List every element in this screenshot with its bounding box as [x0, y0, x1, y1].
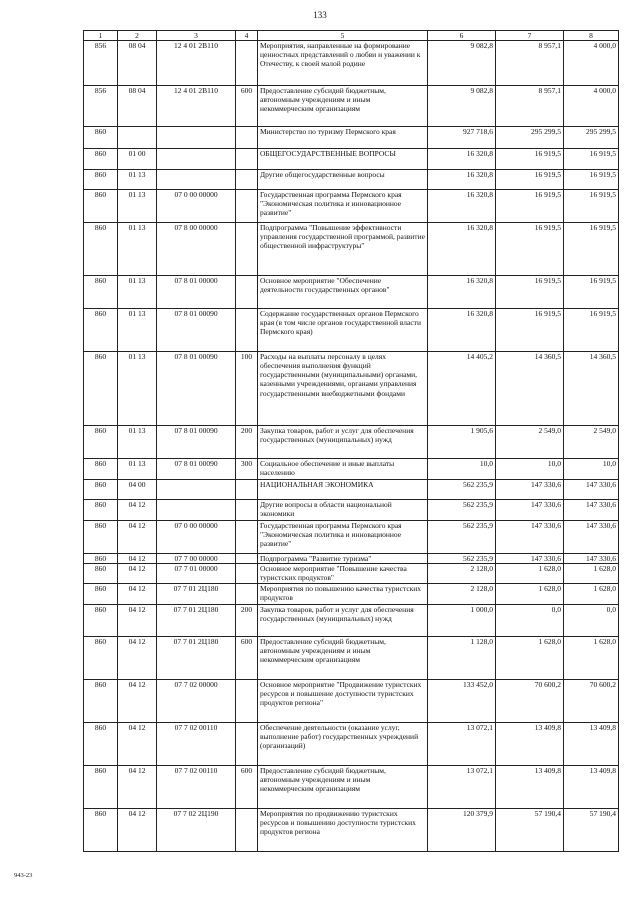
amount-cell: 1 000,0	[428, 605, 496, 637]
amount-cell: 295 299,5	[564, 127, 619, 149]
expense-type-cell	[236, 190, 258, 223]
expense-type-cell	[236, 500, 258, 521]
amount-cell: 2 128,0	[428, 584, 496, 605]
header-cell: 5	[258, 31, 428, 41]
target-item-cell: 07 7 02 00110	[157, 723, 236, 766]
amount-cell: 147 330,6	[496, 500, 564, 521]
target-item-cell: 07 8 00 00000	[157, 223, 236, 276]
target-item-cell	[157, 170, 236, 190]
name-cell: Министерство по туризму Пермского края	[258, 127, 428, 149]
name-cell: Государственная программа Пермского края "Экономическая политика и инновационное развитие"	[258, 190, 428, 223]
name-cell: Основное мероприятие "Продвижение туристских ресурсов и повышение доступности туристских продуктов региона"	[258, 680, 428, 723]
section-code-cell: 04 12	[118, 500, 157, 521]
table-row	[84, 352, 619, 426]
name-cell: ОБЩЕГОСУДАРСТВЕННЫЕ ВОПРОСЫ	[258, 149, 428, 170]
section-code-cell: 01 13	[118, 276, 157, 309]
amount-cell: 57 190,4	[496, 809, 564, 852]
target-item-cell	[157, 500, 236, 521]
amount-cell: 16 320,8	[428, 170, 496, 190]
table-row	[84, 605, 619, 637]
admin-code-cell: 856	[84, 41, 118, 86]
table-body	[84, 41, 619, 852]
amount-cell: 16 320,8	[428, 309, 496, 352]
target-item-cell: 07 8 01 00090	[157, 352, 236, 426]
expense-type-cell	[236, 309, 258, 352]
amount-cell: 147 330,6	[496, 480, 564, 500]
amount-cell: 13 409,8	[564, 723, 619, 766]
table-row	[84, 564, 619, 584]
amount-cell: 120 379,9	[428, 809, 496, 852]
table-row	[84, 723, 619, 766]
table-row	[84, 41, 619, 86]
target-item-cell: 07 7 02 00110	[157, 766, 236, 809]
admin-code-cell: 860	[84, 521, 118, 554]
name-cell: Основное мероприятие "Повышение качества туристских продуктов"	[258, 564, 428, 584]
target-item-cell: 07 0 00 00000	[157, 521, 236, 554]
section-code-cell: 01 13	[118, 223, 157, 276]
target-item-cell: 07 7 01 00000	[157, 564, 236, 584]
table-row	[84, 309, 619, 352]
amount-cell: 1 905,6	[428, 426, 496, 459]
target-item-cell: 07 7 00 00000	[157, 554, 236, 564]
name-cell: Закупка товаров, работ и услуг для обеспечения государственных (муниципальных) нужд	[258, 605, 428, 637]
amount-cell: 16 919,5	[496, 190, 564, 223]
expense-type-cell: 200	[236, 605, 258, 637]
section-code-cell: 04 12	[118, 584, 157, 605]
amount-cell: 70 600,2	[564, 680, 619, 723]
amount-cell: 147 330,6	[564, 480, 619, 500]
page-number: 133	[313, 10, 327, 20]
target-item-cell	[157, 480, 236, 500]
section-code-cell: 01 13	[118, 352, 157, 426]
admin-code-cell: 860	[84, 127, 118, 149]
amount-cell: 9 082,8	[428, 86, 496, 127]
amount-cell: 2 549,0	[496, 426, 564, 459]
amount-cell: 16 919,5	[496, 170, 564, 190]
admin-code-cell: 860	[84, 723, 118, 766]
section-code-cell: 04 12	[118, 564, 157, 584]
amount-cell: 147 330,6	[564, 554, 619, 564]
expense-type-cell	[236, 723, 258, 766]
table-row	[84, 459, 619, 480]
admin-code-cell: 860	[84, 584, 118, 605]
amount-cell: 16 919,5	[564, 190, 619, 223]
admin-code-cell: 860	[84, 170, 118, 190]
amount-cell: 14 405,2	[428, 352, 496, 426]
admin-code-cell: 860	[84, 149, 118, 170]
expense-type-cell	[236, 276, 258, 309]
admin-code-cell: 860	[84, 500, 118, 521]
name-cell: Другие общегосударственные вопросы	[258, 170, 428, 190]
target-item-cell: 12 4 01 2В110	[157, 86, 236, 127]
table-row	[84, 637, 619, 680]
admin-code-cell: 860	[84, 605, 118, 637]
expense-type-cell: 200	[236, 426, 258, 459]
amount-cell: 2 128,0	[428, 564, 496, 584]
amount-cell: 16 919,5	[496, 309, 564, 352]
expense-type-cell	[236, 554, 258, 564]
budget-table	[83, 30, 619, 852]
name-cell: Предоставление субсидий бюджетным, автономным учреждениям и иным некоммерческим организациям	[258, 766, 428, 809]
amount-cell: 1 628,0	[564, 564, 619, 584]
section-code-cell	[118, 127, 157, 149]
table-row	[84, 170, 619, 190]
target-item-cell: 07 8 01 00090	[157, 309, 236, 352]
table-row	[84, 521, 619, 554]
admin-code-cell: 860	[84, 223, 118, 276]
admin-code-cell: 860	[84, 426, 118, 459]
section-code-cell: 04 12	[118, 809, 157, 852]
section-code-cell: 04 12	[118, 680, 157, 723]
amount-cell: 1 628,0	[496, 584, 564, 605]
target-item-cell: 12 4 01 2В110	[157, 41, 236, 86]
amount-cell: 16 919,5	[564, 309, 619, 352]
target-item-cell: 07 8 01 00000	[157, 276, 236, 309]
amount-cell: 14 360,5	[564, 352, 619, 426]
name-cell: Мероприятия, направленные на формирование ценностных представлений о любви и уважении к Отечеству, к своей малой родине	[258, 41, 428, 86]
section-code-cell: 04 00	[118, 480, 157, 500]
amount-cell: 10,0	[496, 459, 564, 480]
amount-cell: 147 330,6	[564, 500, 619, 521]
target-item-cell: 07 0 00 00000	[157, 190, 236, 223]
table-row	[84, 86, 619, 127]
section-code-cell: 04 12	[118, 554, 157, 564]
name-cell: Подпрограмма "Повышение эффективности управления государственной программой, развитие общественной инфраструктуры"	[258, 223, 428, 276]
table-row	[84, 500, 619, 521]
amount-cell: 8 957,1	[496, 86, 564, 127]
footer-code: 943-23	[14, 872, 33, 879]
admin-code-cell: 860	[84, 480, 118, 500]
amount-cell: 0,0	[564, 605, 619, 637]
amount-cell: 16 320,8	[428, 149, 496, 170]
expense-type-cell	[236, 170, 258, 190]
admin-code-cell: 860	[84, 459, 118, 480]
expense-type-cell: 600	[236, 86, 258, 127]
section-code-cell: 04 12	[118, 521, 157, 554]
table-row	[84, 223, 619, 276]
table-row	[84, 190, 619, 223]
expense-type-cell	[236, 809, 258, 852]
expense-type-cell	[236, 149, 258, 170]
admin-code-cell: 860	[84, 766, 118, 809]
header-cell: 4	[236, 31, 258, 41]
amount-cell: 16 320,8	[428, 276, 496, 309]
admin-code-cell: 860	[84, 680, 118, 723]
amount-cell: 16 919,5	[564, 170, 619, 190]
admin-code-cell: 860	[84, 190, 118, 223]
name-cell: Обеспечение деятельности (оказание услуг, выполнение работ) государственных учреждений (организаций)	[258, 723, 428, 766]
amount-cell: 16 919,5	[496, 149, 564, 170]
amount-cell: 562 235,9	[428, 500, 496, 521]
amount-cell: 16 919,5	[564, 276, 619, 309]
section-code-cell: 08 04	[118, 86, 157, 127]
header-cell: 3	[157, 31, 236, 41]
name-cell: НАЦИОНАЛЬНАЯ ЭКОНОМИКА	[258, 480, 428, 500]
amount-cell: 57 190,4	[564, 809, 619, 852]
amount-cell: 4 000,0	[564, 41, 619, 86]
amount-cell: 562 235,9	[428, 554, 496, 564]
amount-cell: 13 072,1	[428, 766, 496, 809]
section-code-cell: 04 12	[118, 766, 157, 809]
table-row	[84, 426, 619, 459]
amount-cell: 13 409,8	[564, 766, 619, 809]
expense-type-cell: 600	[236, 637, 258, 680]
amount-cell: 147 330,6	[496, 554, 564, 564]
table-row	[84, 276, 619, 309]
expense-type-cell: 100	[236, 352, 258, 426]
amount-cell: 147 330,6	[564, 521, 619, 554]
name-cell: Мероприятия по повышению качества туристских продуктов	[258, 584, 428, 605]
name-cell: Основное мероприятие "Обеспечение деятельности государственных органов"	[258, 276, 428, 309]
table-row	[84, 149, 619, 170]
amount-cell: 927 718,6	[428, 127, 496, 149]
amount-cell: 1 628,0	[564, 637, 619, 680]
amount-cell: 8 957,1	[496, 41, 564, 86]
amount-cell: 13 409,8	[496, 723, 564, 766]
section-code-cell: 01 13	[118, 170, 157, 190]
name-cell: Подпрограмма "Развитие туризма"	[258, 554, 428, 564]
admin-code-cell: 860	[84, 809, 118, 852]
expense-type-cell	[236, 564, 258, 584]
amount-cell: 16 919,5	[496, 223, 564, 276]
amount-cell: 10,0	[428, 459, 496, 480]
expense-type-cell	[236, 584, 258, 605]
target-item-cell: 07 7 02 2Ц190	[157, 809, 236, 852]
expense-type-cell	[236, 41, 258, 86]
amount-cell: 16 919,5	[496, 276, 564, 309]
name-cell: Содержание государственных органов Пермского края (в том числе органов государственной власти Пермского края)	[258, 309, 428, 352]
name-cell: Предоставление субсидий бюджетным, автономным учреждениям и иным некоммерческим организациям	[258, 86, 428, 127]
target-item-cell	[157, 149, 236, 170]
section-code-cell: 01 13	[118, 426, 157, 459]
name-cell: Другие вопросы в области национальной экономики	[258, 500, 428, 521]
expense-type-cell: 300	[236, 459, 258, 480]
target-item-cell	[157, 127, 236, 149]
name-cell: Закупка товаров, работ и услуг для обеспечения государственных (муниципальных) нужд	[258, 426, 428, 459]
section-code-cell: 04 12	[118, 723, 157, 766]
target-item-cell: 07 7 02 00000	[157, 680, 236, 723]
amount-cell: 133 452,0	[428, 680, 496, 723]
admin-code-cell: 860	[84, 554, 118, 564]
table-row	[84, 766, 619, 809]
header-row	[84, 31, 619, 41]
name-cell: Социальное обеспечение и иные выплаты населению	[258, 459, 428, 480]
amount-cell: 16 919,5	[564, 149, 619, 170]
target-item-cell: 07 7 01 2Ц180	[157, 605, 236, 637]
amount-cell: 16 919,5	[564, 223, 619, 276]
expense-type-cell: 600	[236, 766, 258, 809]
name-cell: Предоставление субсидий бюджетным, автономным учреждениям и иным некоммерческим организациям	[258, 637, 428, 680]
admin-code-cell: 856	[84, 86, 118, 127]
amount-cell: 1 628,0	[496, 564, 564, 584]
section-code-cell: 08 04	[118, 41, 157, 86]
amount-cell: 14 360,5	[496, 352, 564, 426]
table-row	[84, 554, 619, 564]
admin-code-cell: 860	[84, 276, 118, 309]
amount-cell: 16 320,8	[428, 190, 496, 223]
header-cell: 8	[564, 31, 619, 41]
target-item-cell: 07 8 01 00090	[157, 426, 236, 459]
name-cell: Государственная программа Пермского края "Экономическая политика и инновационное развитие"	[258, 521, 428, 554]
admin-code-cell: 860	[84, 637, 118, 680]
target-item-cell: 07 7 01 2Ц180	[157, 637, 236, 680]
section-code-cell: 01 00	[118, 149, 157, 170]
admin-code-cell: 860	[84, 564, 118, 584]
amount-cell: 13 072,1	[428, 723, 496, 766]
name-cell: Мероприятия по продвижению туристских ресурсов и повышению доступности туристских продуктов региона	[258, 809, 428, 852]
admin-code-cell: 860	[84, 352, 118, 426]
amount-cell: 295 299,5	[496, 127, 564, 149]
section-code-cell: 04 12	[118, 637, 157, 680]
amount-cell: 147 330,6	[496, 521, 564, 554]
amount-cell: 1 128,0	[428, 637, 496, 680]
amount-cell: 1 628,0	[564, 584, 619, 605]
table-row	[84, 809, 619, 852]
header-cell: 6	[428, 31, 496, 41]
target-item-cell: 07 7 01 2Ц180	[157, 584, 236, 605]
table-row	[84, 127, 619, 149]
header-cell: 1	[84, 31, 118, 41]
admin-code-cell: 860	[84, 309, 118, 352]
expense-type-cell	[236, 480, 258, 500]
expense-type-cell	[236, 521, 258, 554]
amount-cell: 0,0	[496, 605, 564, 637]
section-code-cell: 01 13	[118, 309, 157, 352]
amount-cell: 562 235,9	[428, 521, 496, 554]
table-row	[84, 680, 619, 723]
amount-cell: 2 549,0	[564, 426, 619, 459]
amount-cell: 16 320,8	[428, 223, 496, 276]
expense-type-cell	[236, 680, 258, 723]
amount-cell: 13 409,8	[496, 766, 564, 809]
amount-cell: 70 600,2	[496, 680, 564, 723]
header-cell: 7	[496, 31, 564, 41]
target-item-cell: 07 8 01 00090	[157, 459, 236, 480]
amount-cell: 9 082,8	[428, 41, 496, 86]
expense-type-cell	[236, 127, 258, 149]
expense-type-cell	[236, 223, 258, 276]
amount-cell: 4 000,0	[564, 86, 619, 127]
amount-cell: 562 235,9	[428, 480, 496, 500]
section-code-cell: 04 12	[118, 605, 157, 637]
name-cell: Расходы на выплаты персоналу в целях обеспечения выполнения функций государственными (муниципальными) органами, казенными учреждениями, органами управления государственными внебюджетными фондами	[258, 352, 428, 426]
table-row	[84, 584, 619, 605]
amount-cell: 1 628,0	[496, 637, 564, 680]
amount-cell: 10,0	[564, 459, 619, 480]
header-cell: 2	[118, 31, 157, 41]
section-code-cell: 01 13	[118, 190, 157, 223]
section-code-cell: 01 13	[118, 459, 157, 480]
table-row	[84, 480, 619, 500]
